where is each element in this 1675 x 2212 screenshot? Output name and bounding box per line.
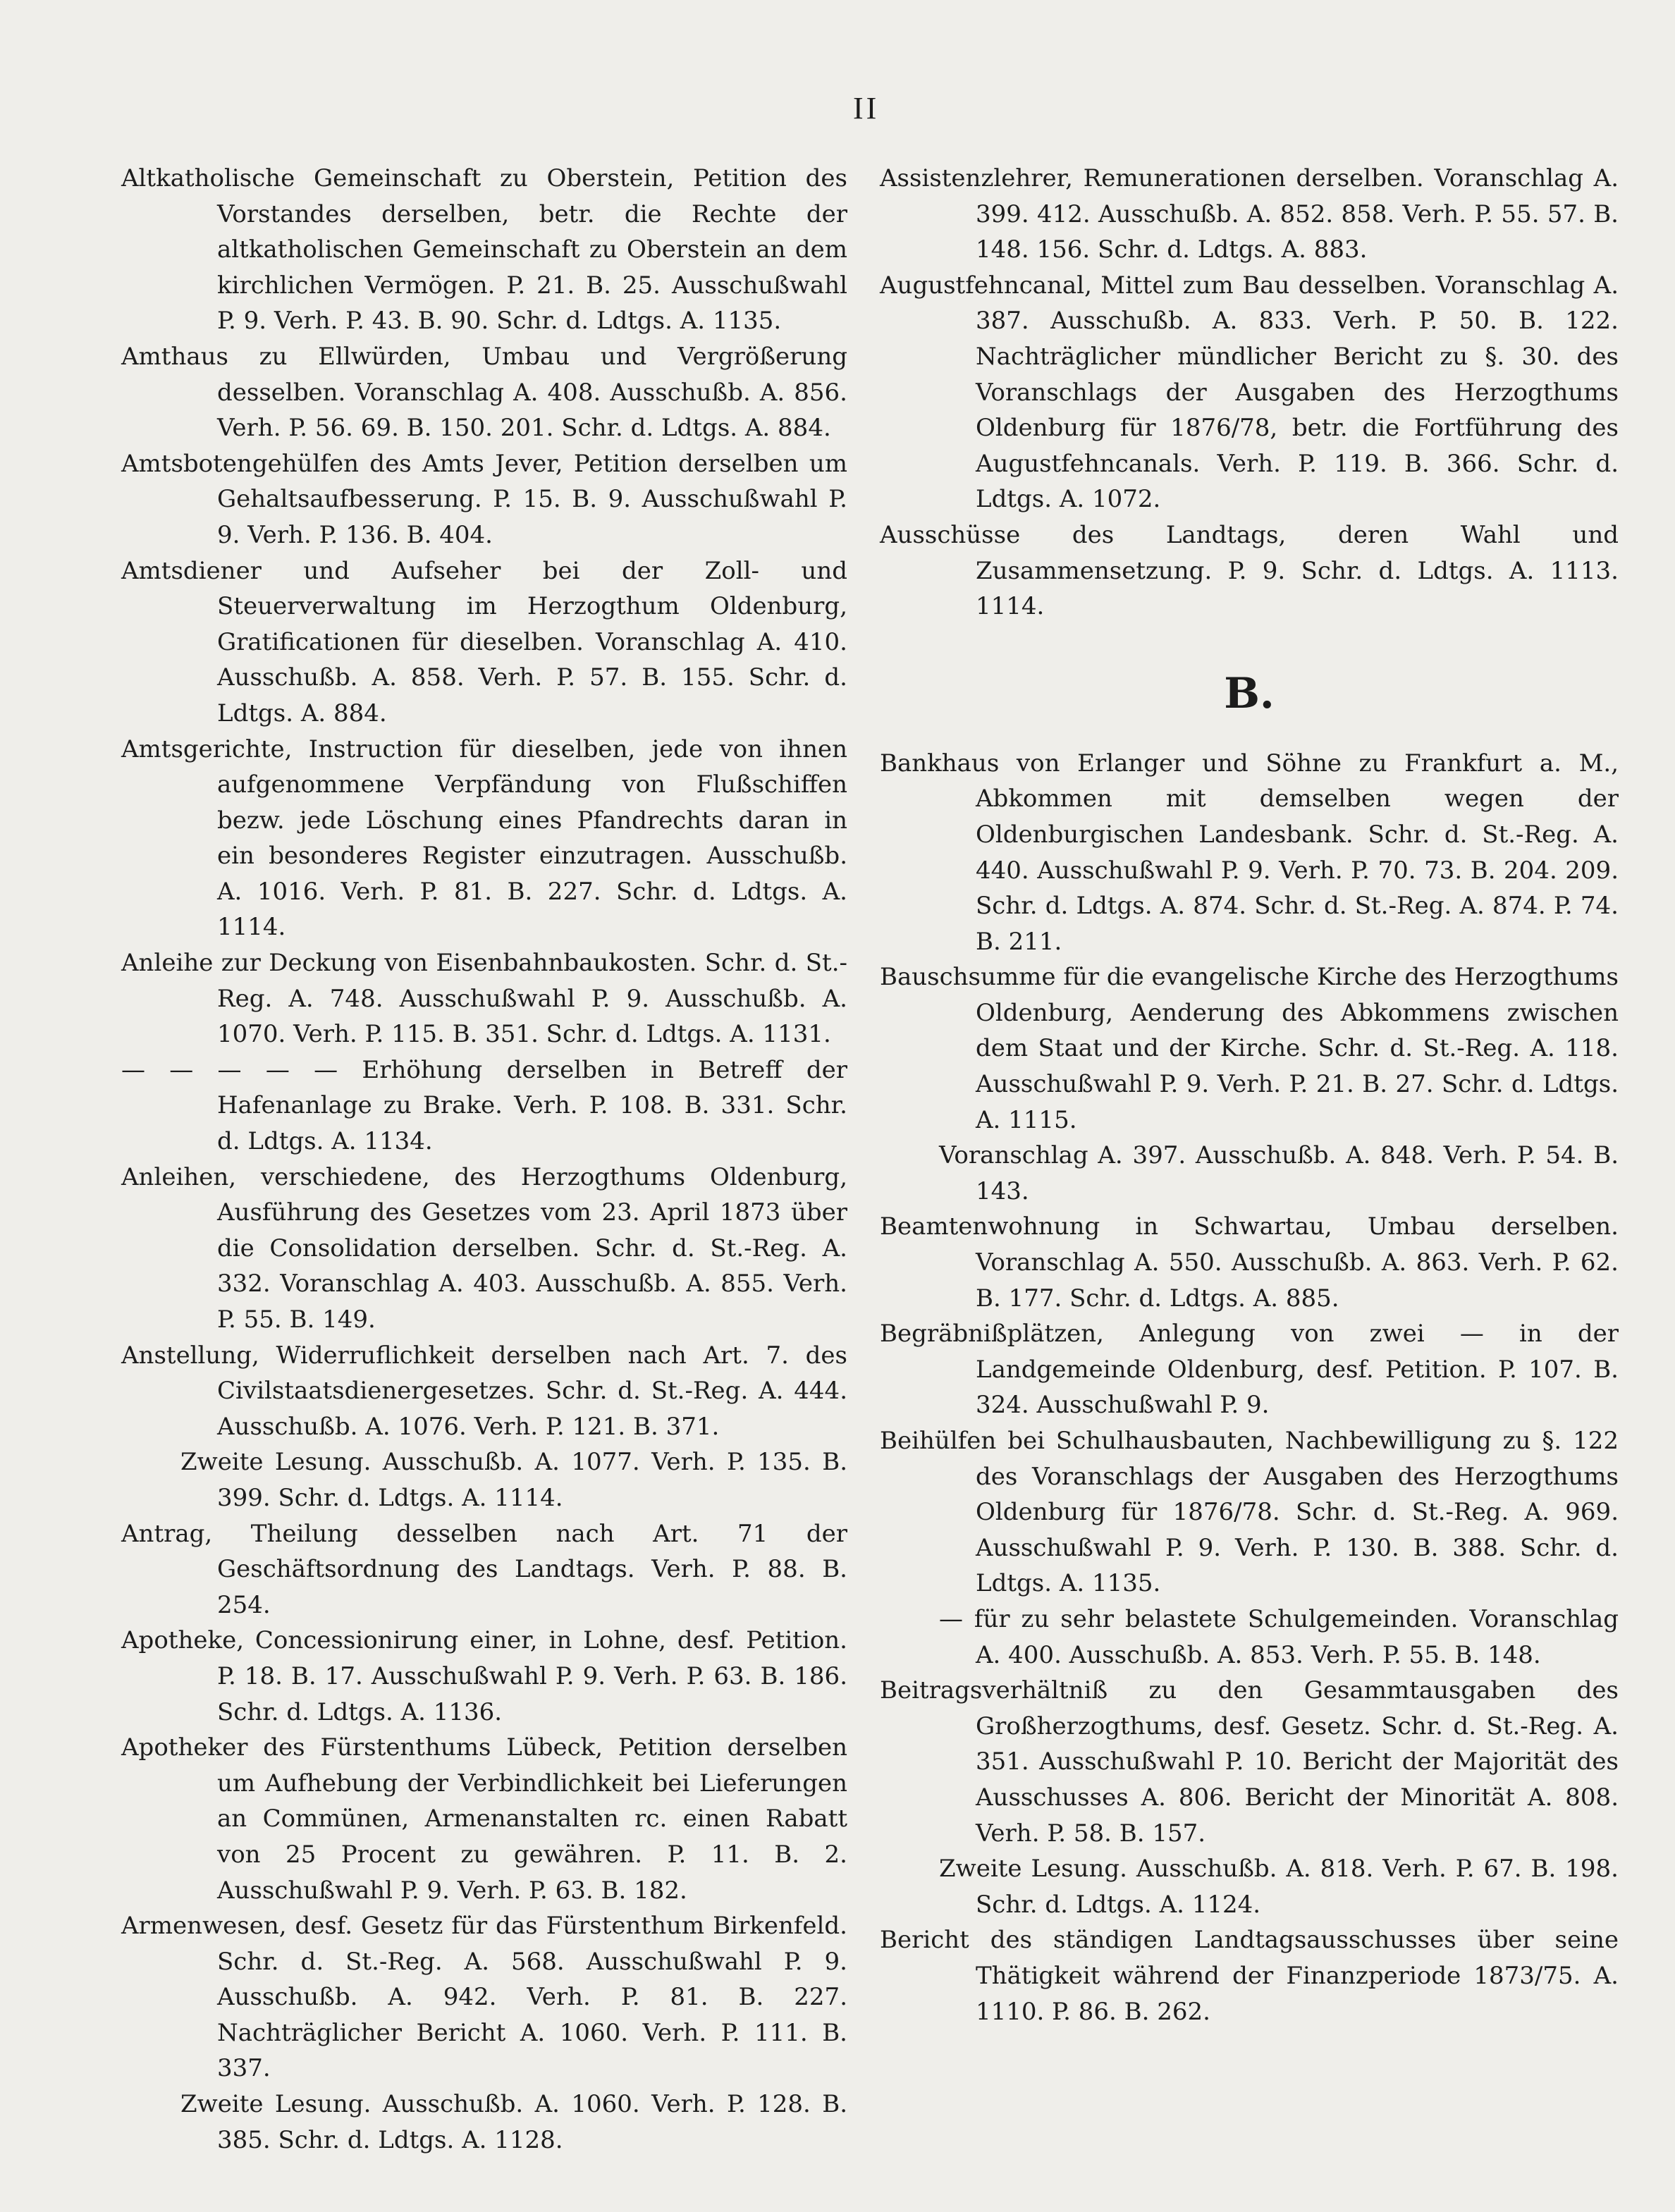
index-entry: Assistenzlehrer, Remunerationen derselben. Voranschlag A. 399. 412. Ausschußb. A. 852. 858. Verh. P. 55. 57. B. 148. 156. Schr. d. Ldtgs. A. 883. bbox=[880, 164, 1619, 264]
index-entry: — — — — — Erhöhung derselben in Betreff der Hafenanlage zu Brake. Verh. P. 108. B. 331. Schr. d. Ldtgs. A. 1134. bbox=[121, 1055, 847, 1156]
index-subentry: Zweite Lesung. Ausschußb. A. 818. Verh. P. 67. B. 198. Schr. d. Ldtgs. A. 1124. bbox=[939, 1855, 1619, 1919]
index-subentry: Zweite Lesung. Ausschußb. A. 1060. Verh. P. 128. B. 385. Schr. d. Ldtgs. A. 1128. bbox=[180, 2090, 847, 2154]
index-entry: Bankhaus von Erlanger und Söhne zu Frankfurt a. M., Abkommen mit demselben wegen der Oldenburgischen Landesbank. Schr. d. St.-Reg. A. 440. Ausschußwahl P. 9. Verh. P. 70. 73. B. 204. 209. Schr. d. Ldtgs. A. 874. Schr. d. St.-Reg. A. 874. P. 74. B. 211. bbox=[880, 749, 1619, 956]
index-entry: Anstellung, Widerruflichkeit derselben nach Art. 7. des Civilstaatsdienergesetzes. Schr. d. St.-Reg. A. 444. Ausschußb. A. 1076. Verh. P. 121. B. 371. bbox=[121, 1341, 847, 1441]
right-column bbox=[880, 161, 1619, 2029]
index-entry: Amthaus zu Ellwürden, Umbau und Vergrößerung desselben. Voranschlag A. 408. Ausschußb. A. 856. Verh. P. 56. 69. B. 150. 201. Schr. d. Ldtgs. A. 884. bbox=[121, 342, 847, 443]
index-subentry: Zweite Lesung. Ausschußb. A. 1077. Verh. P. 135. B. 399. Schr. d. Ldtgs. A. 1114. bbox=[180, 1448, 847, 1512]
index-entry: Beamtenwohnung in Schwartau, Umbau derselben. Voranschlag A. 550. Ausschußb. A. 863. Verh. P. 62. B. 177. Schr. d. Ldtgs. A. 885. bbox=[880, 1212, 1619, 1313]
page-number: II bbox=[853, 91, 880, 125]
index-entry: Beitragsverhältniß zu den Gesammtausgaben des Großherzogthums, desf. Gesetz. Schr. d. St.-Reg. A. 351. Ausschußwahl P. 10. Bericht der Majorität des Ausschusses A. 806. Bericht der Minorität A. 808. Verh. P. 58. B. 157. bbox=[880, 1676, 1619, 1848]
index-subentry: — für zu sehr belastete Schulgemeinden. Voranschlag A. 400. Ausschußb. A. 853. Verh. P. 55. B. 148. bbox=[939, 1604, 1619, 1669]
index-entry: Amtsdiener und Aufseher bei der Zoll- und Steuerverwaltung im Herzogthum Oldenburg, Gratificationen für dieselben. Voranschlag A. 410. Ausschußb. A. 858. Verh. P. 57. B. 155. Schr. d. Ldtgs. A. 884. bbox=[121, 556, 847, 727]
index-entry: Bauschsumme für die evangelische Kirche des Herzogthums Oldenburg, Aenderung des Abkommens zwischen dem Staat und der Kirche. Schr. d. St.-Reg. A. 118. Ausschußwahl P. 9. Verh. P. 21. B. 27. Schr. d. Ldtgs. A. 1115. bbox=[880, 963, 1619, 1134]
index-entry: Antrag, Theilung desselben nach Art. 71 der Geschäftsordnung des Landtags. Verh. P. 88. B. 254. bbox=[121, 1519, 847, 1619]
index-entry: Anleihen, verschiedene, des Herzogthums Oldenburg, Ausführung des Gesetzes vom 23. April 1873 über die Consolidation derselben. Schr. d. St.-Reg. A. 332. Voranschlag A. 403. Ausschußb. A. 855. Verh. P. 55. B. 149. bbox=[121, 1162, 847, 1334]
index-entry: Ausschüsse des Landtags, deren Wahl und Zusammensetzung. P. 9. Schr. d. Ldtgs. A. 1113. 1114. bbox=[880, 520, 1619, 621]
section-letter: B. bbox=[1224, 668, 1275, 718]
index-entry: Anleihe zur Deckung von Eisenbahnbaukosten. Schr. d. St.-Reg. A. 748. Ausschußwahl P. 9. Ausschußb. A. 1070. Verh. P. 115. B. 351. Schr. d. Ldtgs. A. 1131. bbox=[121, 949, 847, 1049]
index-entry: Apotheker des Fürstenthums Lübeck, Petition derselben um Aufhebung der Verbindlichkeit bei Lieferungen an Commünen, Armenanstalten rc. einen Rabatt von 25 Procent zu gewähren. P. 11. B. 2. Ausschußwahl P. 9. Verh. P. 63. B. 182. bbox=[121, 1733, 847, 1905]
index-entry: Beihülfen bei Schulhausbauten, Nachbewilligung zu §. 122 des Voranschlags der Ausgaben des Herzogthums Oldenburg für 1876/78. Schr. d. St.-Reg. A. 969. Ausschußwahl P. 9. Verh. P. 130. B. 388. Schr. d. Ldtgs. A. 1135. bbox=[880, 1427, 1619, 1598]
index-entry: Augustfehncanal, Mittel zum Bau desselben. Voranschlag A. 387. Ausschußb. A. 833. Verh. P. 50. B. 122. Nachträglicher mündlicher Bericht zu §. 30. des Voranschlags der Ausgaben des Herzogthums Oldenburg für 1876/78, betr. die Fortführung des Augustfehncanals. Verh. P. 119. B. 366. Schr. d. Ldtgs. A. 1072. bbox=[880, 271, 1619, 514]
index-entry: Apotheke, Concessionirung einer, in Lohne, desf. Petition. P. 18. B. 17. Ausschußwahl P. 9. Verh. P. 63. B. 186. Schr. d. Ldtgs. A. 1136. bbox=[121, 1626, 847, 1726]
index-entry: Begräbnißplätzen, Anlegung von zwei — in der Landgemeinde Oldenburg, desf. Petition. P. 107. B. 324. Ausschußwahl P. 9. bbox=[880, 1320, 1619, 1420]
left-column bbox=[121, 161, 847, 2158]
index-entry: Amtsbotengehülfen des Amts Jever, Petition derselben um Gehaltsaufbesserung. P. 15. B. 9. Ausschußwahl P. 9. Verh. P. 136. B. 404. bbox=[121, 449, 847, 549]
index-entry: Altkatholische Gemeinschaft zu Oberstein, Petition des Vorstandes derselben, betr. die Rechte der altkatholischen Gemeinschaft zu Oberstein an dem kirchlichen Vermögen. P. 21. B. 25. Ausschußwahl P. 9. Verh. P. 43. B. 90. Schr. d. Ldtgs. A. 1135. bbox=[121, 164, 847, 336]
index-entry: Armenwesen, desf. Gesetz für das Fürstenthum Birkenfeld. Schr. d. St.-Reg. A. 568. Ausschußwahl P. 9. Ausschußb. A. 942. Verh. P. 81. B. 227. Nachträglicher Bericht A. 1060. Verh. P. 111. B. 337. bbox=[121, 1912, 847, 2083]
index-subentry: Voranschlag A. 397. Ausschußb. A. 848. Verh. P. 54. B. 143. bbox=[939, 1141, 1619, 1205]
index-entry: Amtsgerichte, Instruction für dieselben, jede von ihnen aufgenommene Verpfändung von Flußschiffen bezw. jede Löschung eines Pfandrechts daran in ein besonderes Register einzutragen. Ausschußb. A. 1016. Verh. P. 81. B. 227. Schr. d. Ldtgs. A. 1114. bbox=[121, 735, 847, 942]
index-entry: Bericht des ständigen Landtagsausschusses über seine Thätigkeit während der Finanzperiode 1873/75. A. 1110. P. 86. B. 262. bbox=[880, 1926, 1619, 2026]
